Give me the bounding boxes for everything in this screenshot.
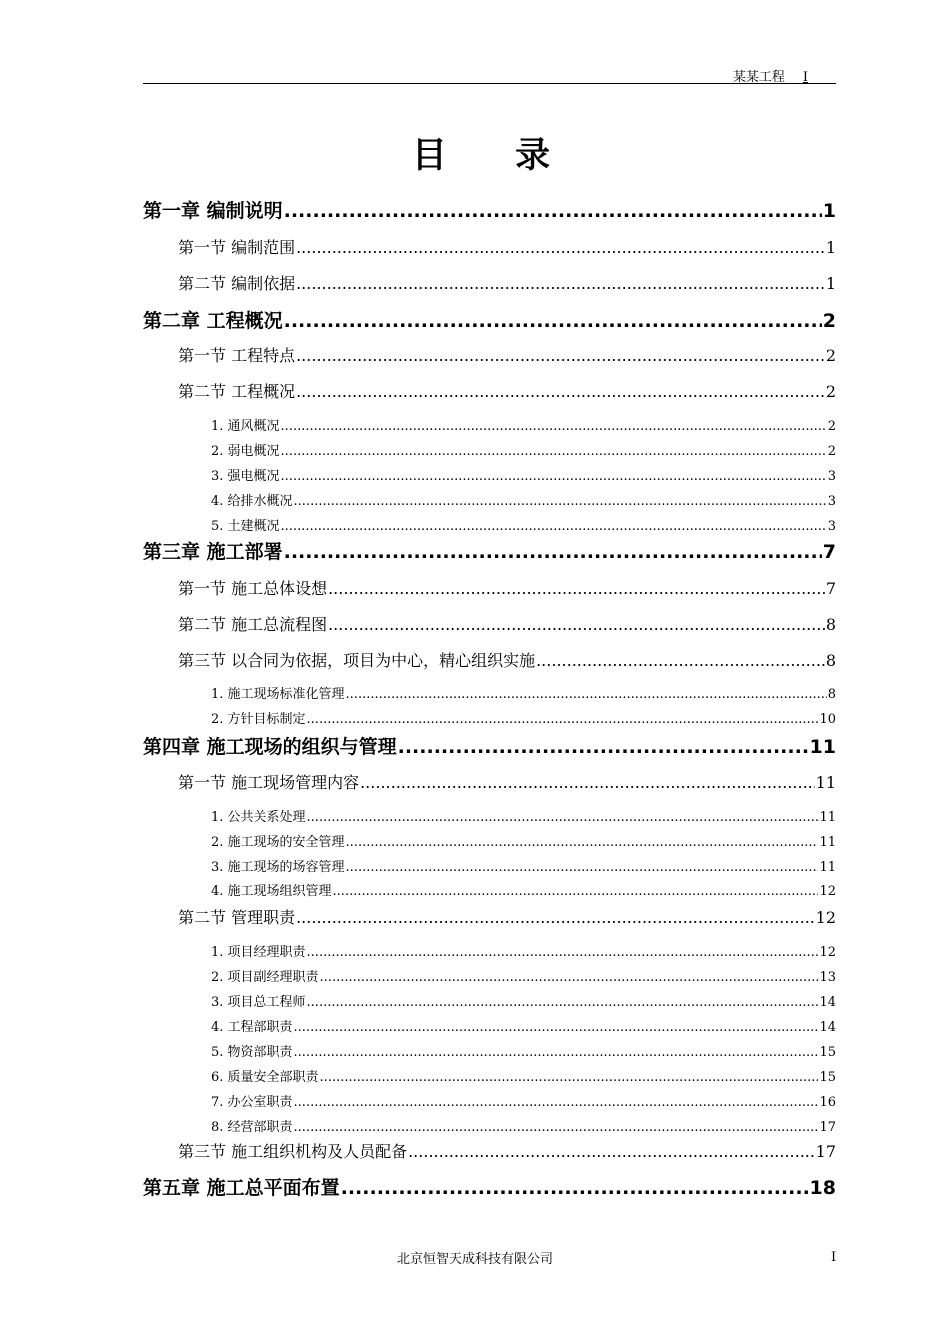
toc-entry-item[interactable] [211, 683, 836, 702]
toc-entry-text: 第一节 工程特点 [178, 346, 296, 365]
toc-entry-text: 4. 施工现场组织管理 [211, 884, 332, 899]
toc-entry-item[interactable] [211, 880, 836, 899]
toc-leader-dots [307, 995, 819, 1010]
toc-entry-text: 第五章 施工总平面布置 [143, 1177, 340, 1199]
toc-page-number: 2 [827, 419, 836, 434]
toc-entry-text: 1. 施工现场标准化管理 [211, 687, 345, 702]
toc-title: 目 录 [411, 136, 579, 176]
toc-leader-dots [341, 1177, 809, 1199]
toc-page-number: 11 [819, 835, 836, 850]
toc-entry-item[interactable] [211, 1066, 836, 1085]
toc-page-number: 12 [815, 908, 836, 927]
toc-entry-text: 7. 办公室职责 [211, 1095, 293, 1110]
toc-page-number: 11 [815, 773, 836, 792]
toc-leader-dots [307, 712, 819, 727]
toc-page-number: 2 [827, 444, 836, 459]
toc-leader-dots [307, 945, 819, 960]
toc-page-number: 15 [819, 1070, 836, 1085]
toc-entry-section[interactable] [178, 343, 836, 366]
toc-entry-section[interactable] [178, 379, 836, 402]
toc-entry-text: 第三节 以合同为依据，项目为中心，精心组织实施 [178, 651, 536, 670]
toc-leader-dots [294, 1095, 819, 1110]
toc-entry-item[interactable] [211, 465, 836, 484]
toc-leader-dots [284, 310, 822, 332]
toc-entry-text: 2. 弱电概况 [211, 444, 280, 459]
toc-entry-chapter[interactable] [143, 196, 836, 223]
toc-page-number: 17 [815, 1142, 836, 1161]
toc-entry-text: 第二节 施工总流程图 [178, 615, 328, 634]
toc-entry-text: 第二节 管理职责 [178, 908, 296, 927]
toc-leader-dots [307, 810, 819, 825]
toc-entry-item[interactable] [211, 941, 836, 960]
toc-entry-chapter[interactable] [143, 732, 836, 759]
toc-page-number: 1 [825, 238, 836, 257]
toc-page-number: 2 [825, 346, 836, 365]
toc-page-number: 8 [825, 651, 836, 670]
toc-leader-dots [296, 346, 825, 365]
toc-entry-item[interactable] [211, 966, 836, 985]
toc-entry-item[interactable] [211, 1041, 836, 1060]
toc-entry-text: 第三节 施工组织机构及人员配备 [178, 1142, 408, 1161]
toc-entry-item[interactable] [211, 415, 836, 434]
toc-entry-text: 3. 强电概况 [211, 469, 280, 484]
toc-entry-text: 第一章 编制说明 [143, 200, 283, 222]
toc-entry-text: 4. 工程部职责 [211, 1020, 293, 1035]
toc-entry-section[interactable] [178, 612, 836, 635]
toc-leader-dots [346, 860, 819, 875]
toc-entry-item[interactable] [211, 856, 836, 875]
toc-page-number: 7 [822, 541, 836, 563]
toc-leader-dots [333, 884, 819, 899]
toc-entry-text: 6. 质量安全部职责 [211, 1070, 319, 1085]
toc-page-number: 2 [822, 310, 836, 332]
toc-entry-text: 第二章 工程概况 [143, 310, 283, 332]
toc-page-number: 10 [819, 712, 836, 727]
toc-page-number: 13 [819, 970, 836, 985]
footer-page-number: I [831, 1250, 837, 1265]
toc-entry-section[interactable] [178, 770, 836, 793]
toc-leader-dots [281, 444, 827, 459]
toc-entry-item[interactable] [211, 490, 836, 509]
toc-entry-section[interactable] [178, 648, 836, 671]
toc-leader-dots [294, 1020, 819, 1035]
toc-entry-chapter[interactable] [143, 306, 836, 333]
toc-page-number: 11 [819, 810, 836, 825]
footer-company: 北京恒智天成科技有限公司 [396, 1252, 553, 1267]
toc-leader-dots [346, 687, 827, 702]
toc-entry-chapter[interactable] [143, 1173, 836, 1200]
toc-entry-text: 4. 给排水概况 [211, 494, 293, 509]
toc-page-number: 2 [825, 382, 836, 401]
header-project: 某某工程 [732, 70, 785, 85]
toc-entry-text: 5. 物资部职责 [211, 1045, 293, 1060]
toc-entry-item[interactable] [211, 1016, 836, 1035]
toc-entry-text: 第四章 施工现场的组织与管理 [143, 736, 397, 758]
toc-entry-section[interactable] [178, 235, 836, 258]
toc-leader-dots [360, 773, 815, 792]
toc-entry-text: 5. 土建概况 [211, 519, 280, 534]
toc-leader-dots [294, 1045, 819, 1060]
toc-leader-dots [328, 615, 825, 634]
toc-entry-item[interactable] [211, 991, 836, 1010]
toc-leader-dots [284, 541, 822, 563]
toc-leader-dots [536, 651, 825, 670]
toc-entry-section[interactable] [178, 271, 836, 294]
toc-entry-item[interactable] [211, 806, 836, 825]
toc-page-number: 14 [819, 1020, 836, 1035]
header-page-number: I [802, 70, 808, 85]
toc-entry-text: 第一节 施工现场管理内容 [178, 773, 360, 792]
toc-leader-dots [346, 835, 819, 850]
toc-entry-text: 2. 方针目标制定 [211, 712, 306, 727]
toc-leader-dots [296, 274, 825, 293]
toc-entry-text: 1. 通风概况 [211, 419, 280, 434]
toc-entry-text: 1. 公共关系处理 [211, 810, 306, 825]
toc-page-number: 11 [809, 736, 836, 758]
toc-entry-text: 2. 项目副经理职责 [211, 970, 319, 985]
toc-entry-text: 8. 经营部职责 [211, 1120, 293, 1135]
toc-page-number: 18 [809, 1177, 836, 1199]
toc-entry-text: 1. 项目经理职责 [211, 945, 306, 960]
toc-page-number: 1 [822, 200, 836, 222]
toc-entry-text: 第二节 工程概况 [178, 382, 296, 401]
toc-page-number: 3 [827, 469, 836, 484]
toc-leader-dots [408, 1142, 815, 1161]
toc-leader-dots [294, 1120, 819, 1135]
toc-leader-dots [320, 1070, 819, 1085]
toc-page-number: 12 [819, 945, 836, 960]
toc-leader-dots [281, 419, 827, 434]
toc-entry-item[interactable] [211, 440, 836, 459]
toc-entry-text: 3. 施工现场的场容管理 [211, 860, 345, 875]
toc-leader-dots [328, 579, 825, 598]
toc-leader-dots [398, 736, 809, 758]
header-divider [143, 83, 836, 84]
toc-entry-chapter[interactable] [143, 537, 836, 564]
toc-entry-section[interactable] [178, 1139, 836, 1162]
toc-leader-dots [281, 469, 827, 484]
toc-entry-text: 2. 施工现场的安全管理 [211, 835, 345, 850]
toc-leader-dots [296, 382, 825, 401]
toc-page-number: 7 [825, 579, 836, 598]
toc-page-number: 15 [819, 1045, 836, 1060]
toc-page-number: 3 [827, 494, 836, 509]
toc-entry-text: 第一节 编制范围 [178, 238, 296, 257]
toc-entry-item[interactable] [211, 515, 836, 534]
toc-leader-dots [296, 238, 825, 257]
toc-entry-item[interactable] [211, 1091, 836, 1110]
toc-page-number: 11 [819, 860, 836, 875]
toc-leader-dots [281, 519, 827, 534]
toc-page-number: 14 [819, 995, 836, 1010]
toc-page-number: 1 [825, 274, 836, 293]
toc-leader-dots [296, 908, 815, 927]
toc-page-number: 12 [819, 884, 836, 899]
toc-entry-text: 第一节 施工总体设想 [178, 579, 328, 598]
toc-page-number: 8 [827, 687, 836, 702]
toc-page-number: 3 [827, 519, 836, 534]
toc-entry-text: 第二节 编制依据 [178, 274, 296, 293]
toc-page-number: 16 [819, 1095, 836, 1110]
toc-entry-section[interactable] [178, 905, 836, 928]
toc-leader-dots [294, 494, 827, 509]
toc-page-number: 8 [825, 615, 836, 634]
toc-entry-item[interactable] [211, 708, 836, 727]
toc-leader-dots [320, 970, 819, 985]
toc-entry-item[interactable] [211, 831, 836, 850]
toc-page-number: 17 [819, 1120, 836, 1135]
toc-leader-dots [284, 200, 822, 222]
toc-entry-text: 3. 项目总工程师 [211, 995, 306, 1010]
toc-entry-item[interactable] [211, 1116, 836, 1135]
toc-entry-section[interactable] [178, 576, 836, 599]
toc-entry-text: 第三章 施工部署 [143, 541, 283, 563]
